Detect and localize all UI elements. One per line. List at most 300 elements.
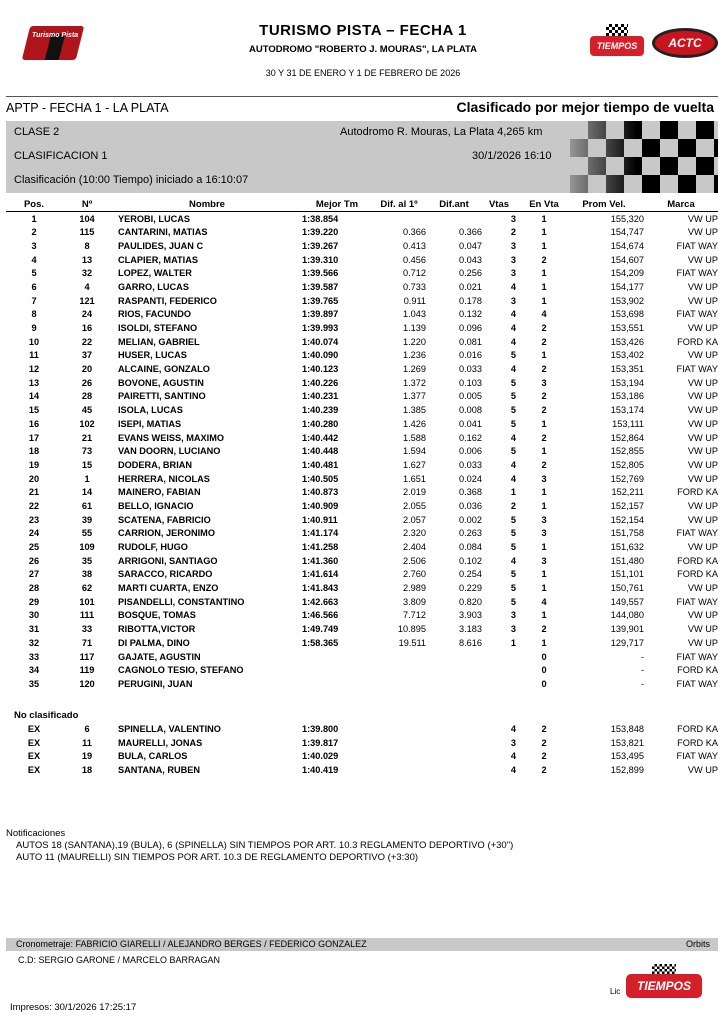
cell-brand: VW UP: [687, 542, 718, 553]
cell-number: 39: [81, 514, 93, 525]
checkered-flag-icon: [652, 964, 676, 974]
cell-diff-prev: 3.903: [459, 610, 482, 621]
cell-avg-speed: -: [640, 665, 644, 676]
cell-diff-prev: 0.178: [459, 295, 482, 306]
session-info-panel: [6, 121, 718, 193]
cell-avg-speed: 153,848: [610, 723, 644, 734]
cell-brand: VW UP: [687, 295, 718, 306]
cell-pos: 21: [28, 487, 40, 498]
cell-diff-prev: [426, 677, 482, 691]
cell-best-time: 1:40.226: [302, 377, 339, 388]
cell-avg-speed: 153,186: [610, 391, 644, 402]
cell-diff-prev: 0.005: [459, 391, 482, 402]
table-row: [6, 749, 718, 763]
table-row: [6, 280, 718, 294]
cell-laps: 3: [510, 240, 516, 251]
cell-avg-speed: 155,320: [610, 213, 644, 224]
cell-laps: 3: [510, 213, 516, 224]
cell-brand: VW UP: [687, 583, 718, 594]
cell-avg-speed: 144,080: [610, 610, 644, 621]
cell-best-time: 1:39.897: [302, 309, 339, 320]
cell-number: 26: [81, 377, 93, 388]
cell-diff-prev: 0.002: [459, 514, 482, 525]
cell-laps: 3: [510, 268, 516, 279]
cell-avg-speed: 151,632: [610, 542, 644, 553]
cell-avg-speed: 152,154: [610, 514, 644, 525]
cell-brand: FIAT WAY: [676, 651, 718, 662]
table-row: [6, 294, 718, 308]
table-row: [6, 485, 718, 499]
cell-diff-prev: 0.263: [459, 528, 482, 539]
cell-laps: 4: [510, 473, 516, 484]
cell-driver: MAINERO, FABIAN: [118, 487, 201, 498]
cell-diff-first: [372, 763, 426, 777]
table-row: [6, 253, 718, 267]
cell-pos: 5: [31, 268, 37, 279]
table-row: [6, 763, 718, 777]
table-row: [6, 568, 718, 582]
cell-laps: 2: [510, 500, 516, 511]
cell-brand: VW UP: [687, 227, 718, 238]
cell-avg-speed: 153,821: [610, 737, 644, 748]
cell-number: 19: [81, 751, 93, 762]
cell-best-time: 1:40.239: [302, 405, 339, 416]
cell-driver: LOPEZ, WALTER: [118, 268, 192, 279]
cell-on-lap: 1: [541, 240, 547, 251]
cell-driver: ALCAINE, GONZALO: [118, 364, 210, 375]
cell-driver: SARACCO, RICARDO: [118, 569, 213, 580]
notifications: [6, 828, 513, 864]
cell-diff-first: 2.055: [403, 500, 426, 511]
cell-best-time: 1:39.817: [302, 737, 339, 748]
cell-on-lap: 2: [541, 323, 547, 334]
session-label: CLASIFICACION 1: [14, 150, 108, 162]
cell-best-time: 1:39.587: [302, 281, 339, 292]
cell-on-lap: 2: [541, 737, 547, 748]
cell-best-time: 1:41.614: [302, 569, 339, 580]
cell-best-time: 1:39.993: [302, 323, 339, 334]
cell-number: 35: [81, 555, 93, 566]
cell-avg-speed: 152,769: [610, 473, 644, 484]
turismo-pista-logo: Turismo Pista: [26, 26, 80, 60]
cell-avg-speed: 153,351: [610, 364, 644, 375]
cell-diff-prev: 3.183: [459, 624, 482, 635]
cell-pos: 2: [31, 227, 37, 238]
cell-number: 24: [81, 309, 93, 320]
cell-on-lap: 1: [541, 542, 547, 553]
cell-laps: 4: [510, 723, 516, 734]
cell-number: 109: [79, 542, 95, 553]
cell-best-time: 1:38.854: [302, 213, 339, 224]
event-venue: AUTODROMO "ROBERTO J. MOURAS", LA PLATA: [248, 44, 478, 55]
cell-number: 14: [81, 487, 93, 498]
cell-avg-speed: 153,194: [610, 377, 644, 388]
cell-pos: 10: [28, 336, 40, 347]
cell-diff-first: 2.320: [403, 528, 426, 539]
cell-best-time: 1:40.873: [302, 487, 339, 498]
cell-brand: FORD KA: [677, 665, 718, 676]
cell-diff-first: [372, 736, 426, 750]
cell-brand: FORD KA: [677, 336, 718, 347]
cell-laps: 5: [510, 418, 516, 429]
table-row: [6, 736, 718, 750]
cell-pos: 14: [28, 391, 40, 402]
cell-avg-speed: 129,717: [610, 637, 644, 648]
cell-driver: MAURELLI, JONAS: [118, 737, 203, 748]
checkered-flag-banner: [570, 121, 718, 193]
cell-number: 71: [81, 637, 93, 648]
cell-number: 111: [79, 610, 95, 621]
cell-diff-first: 10.895: [397, 624, 426, 635]
cell-diff-first: 7.712: [403, 610, 426, 621]
cell-on-lap: 1: [541, 418, 547, 429]
cell-best-time: 1:40.481: [302, 459, 339, 470]
event-dates: 30 Y 31 DE ENERO Y 1 DE FEBRERO DE 2026: [265, 68, 461, 78]
cell-number: 73: [81, 446, 93, 457]
cell-driver: CARRION, JERONIMO: [118, 528, 215, 539]
tiempos-footer-logo: TIEMPOS: [626, 974, 702, 998]
cell-pos: 13: [28, 377, 40, 388]
cell-diff-prev: 0.084: [459, 542, 482, 553]
table-header-row: [6, 198, 718, 212]
cell-on-lap: 2: [541, 624, 547, 635]
no-clasificado-table: [6, 722, 718, 777]
cell-diff-first: [372, 650, 426, 664]
cell-best-time: 1:40.029: [302, 751, 339, 762]
cell-laps: 4: [510, 432, 516, 443]
cell-laps: 5: [510, 391, 516, 402]
cell-pos: 15: [28, 405, 40, 416]
cell-number: 104: [79, 213, 95, 224]
cell-on-lap: 3: [541, 377, 547, 388]
cell-driver: SANTANA, RUBEN: [118, 764, 201, 775]
cell-pos: EX: [27, 737, 41, 748]
cell-pos: EX: [27, 751, 41, 762]
cell-on-lap: 3: [541, 555, 547, 566]
cell-on-lap: 2: [541, 432, 547, 443]
cell-driver: BOSQUE, TOMAS: [118, 610, 196, 621]
table-row: [6, 636, 718, 650]
cell-laps: 5: [510, 528, 516, 539]
actc-logo: ACTC: [652, 28, 718, 58]
cell-number: 16: [81, 323, 93, 334]
cell-driver: RIOS, FACUNDO: [118, 309, 191, 320]
col-avg-speed: Prom Vel.: [582, 199, 626, 211]
cell-diff-prev: [426, 749, 482, 763]
cell-diff-prev: [426, 212, 482, 226]
cell-diff-first: 19.511: [398, 637, 426, 648]
cell-avg-speed: 139,901: [610, 624, 644, 635]
cell-brand: VW UP: [687, 281, 718, 292]
cell-laps: 4: [510, 336, 516, 347]
table-row: [6, 376, 718, 390]
cell-diff-prev: 0.229: [459, 583, 482, 594]
cell-avg-speed: 149,557: [610, 596, 644, 607]
cell-brand: FORD KA: [677, 487, 718, 498]
cell-laps: 5: [510, 377, 516, 388]
cell-diff-first: 2.989: [403, 583, 426, 594]
cell-pos: 1: [31, 213, 37, 224]
cell-diff-prev: 0.036: [459, 500, 482, 511]
cell-diff-prev: 8.616: [459, 637, 482, 648]
cell-brand: FORD KA: [677, 737, 718, 748]
cell-best-time: 1:40.909: [302, 500, 339, 511]
cell-pos: 24: [28, 528, 40, 539]
cell-driver: HUSER, LUCAS: [118, 350, 187, 361]
col-diff-prev: Dif.ant: [439, 199, 469, 211]
class-label: CLASE 2: [14, 126, 60, 138]
cell-avg-speed: 154,607: [610, 254, 644, 265]
cell-pos: 26: [28, 555, 40, 566]
cell-driver: BELLO, IGNACIO: [118, 500, 194, 511]
cell-driver: PAIRETTI, SANTINO: [118, 391, 206, 402]
cell-number: 8: [84, 240, 90, 251]
cell-avg-speed: 151,101: [610, 569, 644, 580]
cell-diff-prev: 0.162: [459, 432, 482, 443]
session-detail: Clasificación (10:00 Tiempo) iniciado a 16:10:07: [14, 174, 249, 186]
license-label: Lic: [610, 987, 621, 996]
cell-on-lap: 1: [541, 569, 547, 580]
cell-avg-speed: 153,495: [610, 751, 644, 762]
cell-driver: HERRERA, NICOLAS: [118, 473, 210, 484]
cell-driver: ISOLDI, STEFANO: [118, 323, 198, 334]
cell-diff-first: 1.594: [403, 446, 426, 457]
cell-number: 121: [79, 295, 95, 306]
cell-best-time: 1:40.280: [302, 418, 339, 429]
cell-on-lap: 2: [541, 459, 547, 470]
cell-on-lap: 1: [541, 350, 547, 361]
cell-number: 20: [81, 364, 93, 375]
table-row: [6, 554, 718, 568]
cell-pos: 8: [31, 309, 37, 320]
cell-diff-first: 1.139: [403, 323, 426, 334]
cell-diff-prev: 0.366: [459, 227, 482, 238]
cell-driver: CAGNOLO TESIO, STEFANO: [118, 665, 244, 676]
cell-brand: VW UP: [687, 473, 718, 484]
cell-brand: VW UP: [687, 637, 718, 648]
table-row: [6, 595, 718, 609]
checkered-flag-icon: [606, 24, 628, 36]
tiempos-logo: TIEMPOS: [590, 36, 644, 56]
table-row: [6, 458, 718, 472]
cell-on-lap: 2: [541, 254, 547, 265]
cell-laps: 1: [510, 637, 516, 648]
cell-on-lap: 1: [541, 583, 547, 594]
cell-laps: 4: [510, 764, 516, 775]
cell-number: 117: [79, 651, 95, 662]
cell-diff-prev: 0.016: [459, 350, 482, 361]
cell-avg-speed: 150,761: [610, 583, 644, 594]
cell-diff-first: [372, 749, 426, 763]
cell-laps: 3: [510, 295, 516, 306]
cell-driver: PAULIDES, JUAN C: [118, 240, 204, 251]
cell-avg-speed: -: [640, 651, 644, 662]
cell-number: 4: [84, 281, 90, 292]
cell-best-time: 1:39.765: [302, 295, 339, 306]
cell-avg-speed: 154,674: [610, 240, 644, 251]
cell-on-lap: 2: [541, 723, 547, 734]
cell-laps: 4: [510, 281, 516, 292]
cell-best-time: 1:40.442: [302, 432, 339, 443]
cell-number: 62: [81, 583, 93, 594]
table-row: [6, 444, 718, 458]
cell-number: 102: [79, 418, 95, 429]
notifications-title: Notificaciones: [6, 828, 66, 839]
cell-on-lap: 2: [541, 405, 547, 416]
cell-avg-speed: 153,174: [610, 405, 644, 416]
cell-driver: CLAPIER, MATIAS: [118, 254, 198, 265]
cell-avg-speed: 152,864: [610, 432, 644, 443]
printed-timestamp: Impresos: 30/1/2026 17:25:17: [10, 1002, 137, 1013]
cell-on-lap: 2: [541, 364, 547, 375]
cell-diff-first: 2.404: [403, 542, 426, 553]
cell-diff-prev: 0.368: [459, 487, 482, 498]
cell-laps: 5: [510, 583, 516, 594]
cell-driver: SPINELLA, VALENTINO: [118, 723, 221, 734]
table-row: [6, 609, 718, 623]
cell-number: 38: [81, 569, 93, 580]
cell-pos: 35: [28, 678, 40, 689]
cell-pos: 7: [31, 295, 37, 306]
timing-footer-bar: [6, 938, 718, 951]
cell-number: 11: [82, 737, 92, 748]
cell-pos: 12: [28, 364, 40, 375]
cell-driver: RUDOLF, HUGO: [118, 542, 188, 553]
table-row: [6, 349, 718, 363]
results-table: [6, 198, 718, 691]
cell-avg-speed: 151,480: [610, 555, 644, 566]
cell-laps: 3: [510, 737, 516, 748]
cell-best-time: 1:40.419: [302, 764, 339, 775]
cell-on-lap: 0: [541, 651, 547, 662]
col-on-lap: En Vta: [529, 199, 559, 211]
table-row: [6, 335, 718, 349]
cell-diff-first: 0.366: [403, 227, 426, 238]
cell-laps: [482, 650, 524, 664]
cell-pos: 20: [28, 473, 40, 484]
cell-diff-first: 1.236: [403, 350, 426, 361]
divider: [6, 96, 718, 97]
cell-pos: 28: [28, 583, 40, 594]
cell-pos: 11: [29, 350, 39, 361]
cell-number: 18: [81, 764, 93, 775]
cell-laps: 4: [510, 555, 516, 566]
cell-diff-prev: 0.021: [459, 281, 482, 292]
cell-pos: 3: [31, 240, 37, 251]
no-clasificado-title: No clasificado: [14, 710, 79, 721]
cell-on-lap: 1: [541, 227, 547, 238]
cell-diff-first: 0.413: [403, 240, 426, 251]
cell-driver: RIBOTTA,VICTOR: [118, 624, 196, 635]
cell-on-lap: 3: [541, 528, 547, 539]
cell-diff-prev: 0.033: [459, 364, 482, 375]
cell-driver: BOVONE, AGUSTIN: [118, 377, 204, 388]
cell-driver: ISEPI, MATIAS: [118, 418, 182, 429]
cell-diff-first: 2.760: [403, 569, 426, 580]
cell-best-time: 1:42.663: [302, 596, 339, 607]
sporting-directors: C.D: SERGIO GARONE / MARCELO BARRAGAN: [18, 955, 221, 965]
cell-driver: SCATENA, FABRICIO: [118, 514, 211, 525]
table-row: [6, 677, 718, 691]
cell-number: 119: [79, 665, 95, 676]
cell-best-time: 1:58.365: [302, 637, 339, 648]
cell-best-time: 1:40.505: [302, 473, 339, 484]
cell-on-lap: 1: [541, 610, 547, 621]
cell-avg-speed: 152,211: [611, 487, 644, 498]
cell-number: 15: [81, 459, 93, 470]
col-best-time: Mejor Tm: [315, 199, 359, 211]
cell-diff-first: 2.019: [403, 487, 426, 498]
cell-pos: 9: [31, 323, 37, 334]
cell-diff-first: 1.627: [403, 459, 426, 470]
cell-on-lap: 0: [541, 678, 547, 689]
cell-brand: FIAT WAY: [676, 364, 718, 375]
cell-best-time: 1:40.074: [302, 336, 339, 347]
cell-diff-prev: [426, 763, 482, 777]
cell-number: 13: [81, 254, 93, 265]
cell-laps: 5: [510, 446, 516, 457]
cell-pos: EX: [27, 723, 41, 734]
cell-number: 22: [81, 336, 93, 347]
cell-brand: FORD KA: [677, 723, 718, 734]
table-row: [6, 722, 718, 736]
cell-best-time: 1:40.090: [302, 350, 339, 361]
col-name: Nombre: [189, 199, 225, 211]
cell-best-time: 1:40.123: [302, 364, 339, 375]
cell-diff-first: 1.043: [403, 309, 426, 320]
table-row: [6, 321, 718, 335]
cell-brand: FIAT WAY: [676, 240, 718, 251]
cell-best-time: [302, 663, 372, 677]
cell-best-time: 1:41.843: [302, 583, 339, 594]
cell-brand: FIAT WAY: [676, 309, 718, 320]
cell-pos: 4: [31, 254, 37, 265]
cell-pos: 33: [28, 651, 40, 662]
cell-laps: 5: [510, 350, 516, 361]
cell-diff-first: [372, 663, 426, 677]
cell-number: 45: [81, 405, 93, 416]
cell-diff-prev: 0.256: [459, 268, 482, 279]
cell-best-time: 1:39.310: [302, 254, 339, 265]
cell-laps: 1: [510, 487, 516, 498]
cell-brand: FIAT WAY: [676, 596, 718, 607]
cell-brand: VW UP: [687, 213, 718, 224]
cell-diff-first: 1.426: [403, 418, 426, 429]
cell-on-lap: 1: [541, 281, 547, 292]
table-row: [6, 431, 718, 445]
page-header: [0, 0, 726, 96]
cell-diff-prev: [426, 663, 482, 677]
cell-diff-first: 2.506: [403, 555, 426, 566]
cell-driver: EVANS WEISS, MAXIMO: [118, 432, 225, 443]
cell-diff-prev: 0.132: [459, 309, 482, 320]
table-row: [6, 622, 718, 636]
cell-laps: 3: [510, 254, 516, 265]
cell-best-time: 1:40.448: [302, 446, 339, 457]
cell-driver: MELIAN, GABRIEL: [118, 336, 200, 347]
cell-driver: GARRO, LUCAS: [118, 281, 189, 292]
cell-laps: 5: [510, 514, 516, 525]
cell-best-time: 1:39.566: [302, 268, 339, 279]
cell-brand: VW UP: [687, 610, 718, 621]
cell-avg-speed: 153,551: [610, 323, 644, 334]
cell-number: 33: [81, 624, 93, 635]
cell-number: 37: [81, 350, 93, 361]
cell-number: 6: [84, 723, 90, 734]
cell-diff-first: [372, 212, 426, 226]
session-date: 30/1/2026 16:10: [472, 150, 552, 162]
cell-best-time: 1:41.360: [302, 555, 339, 566]
